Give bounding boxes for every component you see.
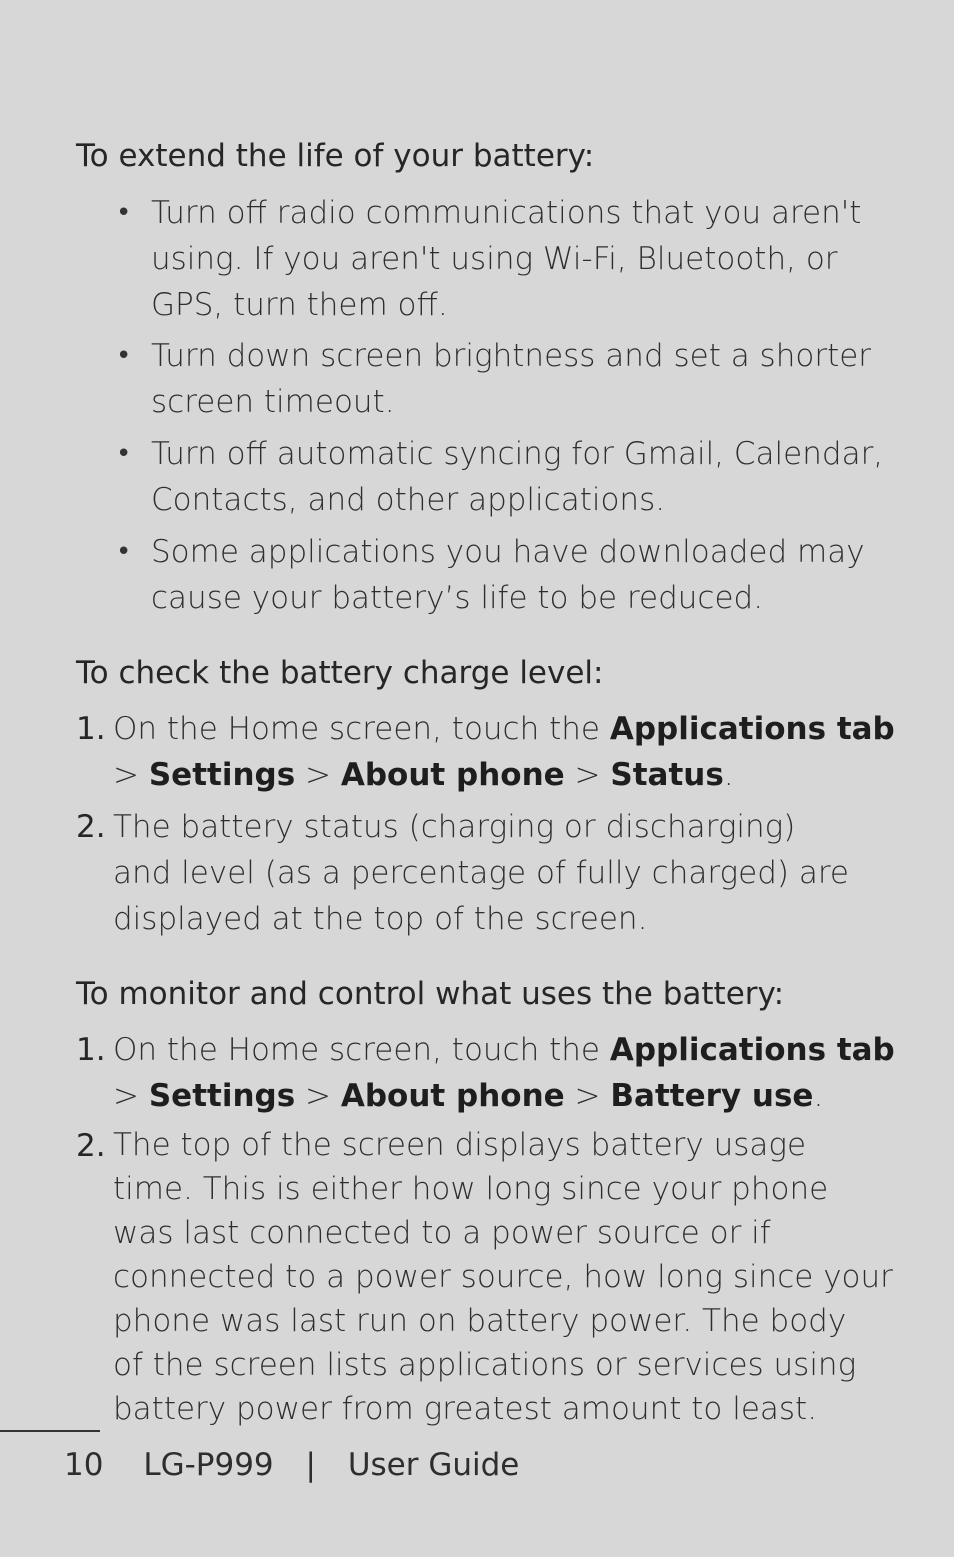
bullet-line: GPS, turn them off. <box>151 287 448 323</box>
about-phone-label: About phone <box>340 757 565 793</box>
bullet-line: Turn down screen brightness and set a shorter <box>151 338 872 374</box>
footer-divider: | <box>305 1447 316 1483</box>
path-separator: > <box>113 1078 139 1114</box>
step-line <box>113 752 895 798</box>
battery-use-label: Battery use <box>610 1078 814 1114</box>
bullet-item-radio <box>151 190 861 328</box>
model-name: LG-P999 <box>143 1447 274 1483</box>
path-separator: > <box>305 757 332 793</box>
bullet-item-syncing <box>151 431 883 523</box>
step-line: of the screen lists applications or services using <box>113 1347 857 1383</box>
settings-label: Settings <box>148 1078 296 1114</box>
period: . <box>813 1078 824 1114</box>
bullet-line: cause your battery’s life to be reduced. <box>151 580 764 616</box>
applications-tab-label: Applications tab <box>609 711 895 747</box>
step-number: 1. <box>76 1032 106 1068</box>
bullet-line: using. If you aren't using Wi-Fi, Bluetooth, or <box>151 241 838 277</box>
step-number: 1. <box>76 711 106 747</box>
path-separator: > <box>113 757 139 793</box>
step-text: On the Home screen, touch the <box>113 711 610 747</box>
step-line: and level (as a percentage of fully charged) are <box>113 855 849 891</box>
step-line: The battery status (charging or discharging) <box>113 809 796 845</box>
charge-step-1 <box>113 706 895 798</box>
bullet-line: screen timeout. <box>151 384 395 420</box>
about-phone-label: About phone <box>340 1078 565 1114</box>
monitor-step-2 <box>113 1123 893 1431</box>
bullet-symbol: • <box>116 341 132 371</box>
bullet-item-brightness <box>151 333 871 425</box>
bullet-symbol: • <box>116 537 132 567</box>
path-separator: > <box>305 1078 332 1114</box>
page-footer <box>64 1444 519 1486</box>
bullet-line: Turn off radio communications that you aren't <box>151 195 862 231</box>
step-line: time. This is either how long since your phone <box>113 1171 829 1207</box>
guide-title: User Guide <box>347 1447 520 1483</box>
battery-life-heading: To extend the life of your battery: <box>76 138 595 174</box>
status-label: Status <box>610 757 724 793</box>
monitor-battery-heading: To monitor and control what uses the battery: <box>76 976 785 1012</box>
settings-label: Settings <box>148 757 296 793</box>
charge-level-heading: To check the battery charge level: <box>76 655 604 691</box>
applications-tab-label: Applications tab <box>609 1032 895 1068</box>
step-line: was last connected to a power source or if <box>113 1215 771 1251</box>
bullet-item-applications <box>151 529 865 621</box>
step-line: displayed at the top of the screen. <box>113 901 648 937</box>
path-separator: > <box>574 1078 601 1114</box>
step-line: phone was last run on battery power. The body <box>113 1303 847 1339</box>
step-text: On the Home screen, touch the <box>113 1032 610 1068</box>
step-line: The top of the screen displays battery usage <box>113 1127 807 1163</box>
step-line <box>113 1027 895 1073</box>
page-number: 10 <box>64 1447 104 1483</box>
footer-rule <box>0 1430 100 1432</box>
path-separator: > <box>574 757 601 793</box>
bullet-line: Turn off automatic syncing for Gmail, Calendar, <box>151 436 884 472</box>
step-number: 2. <box>76 809 106 845</box>
bullet-line: Some applications you have downloaded may <box>151 534 865 570</box>
bullet-symbol: • <box>116 439 132 469</box>
step-line: battery power from greatest amount to least. <box>113 1391 818 1427</box>
bullet-line: Contacts, and other applications. <box>151 482 666 518</box>
step-line <box>113 706 895 752</box>
bullet-symbol: • <box>116 198 132 228</box>
step-number: 2. <box>76 1128 106 1164</box>
period: . <box>723 757 734 793</box>
charge-step-2 <box>113 804 849 942</box>
step-line <box>113 1073 895 1119</box>
monitor-step-1 <box>113 1027 895 1119</box>
step-line: connected to a power source, how long since your <box>113 1259 893 1295</box>
